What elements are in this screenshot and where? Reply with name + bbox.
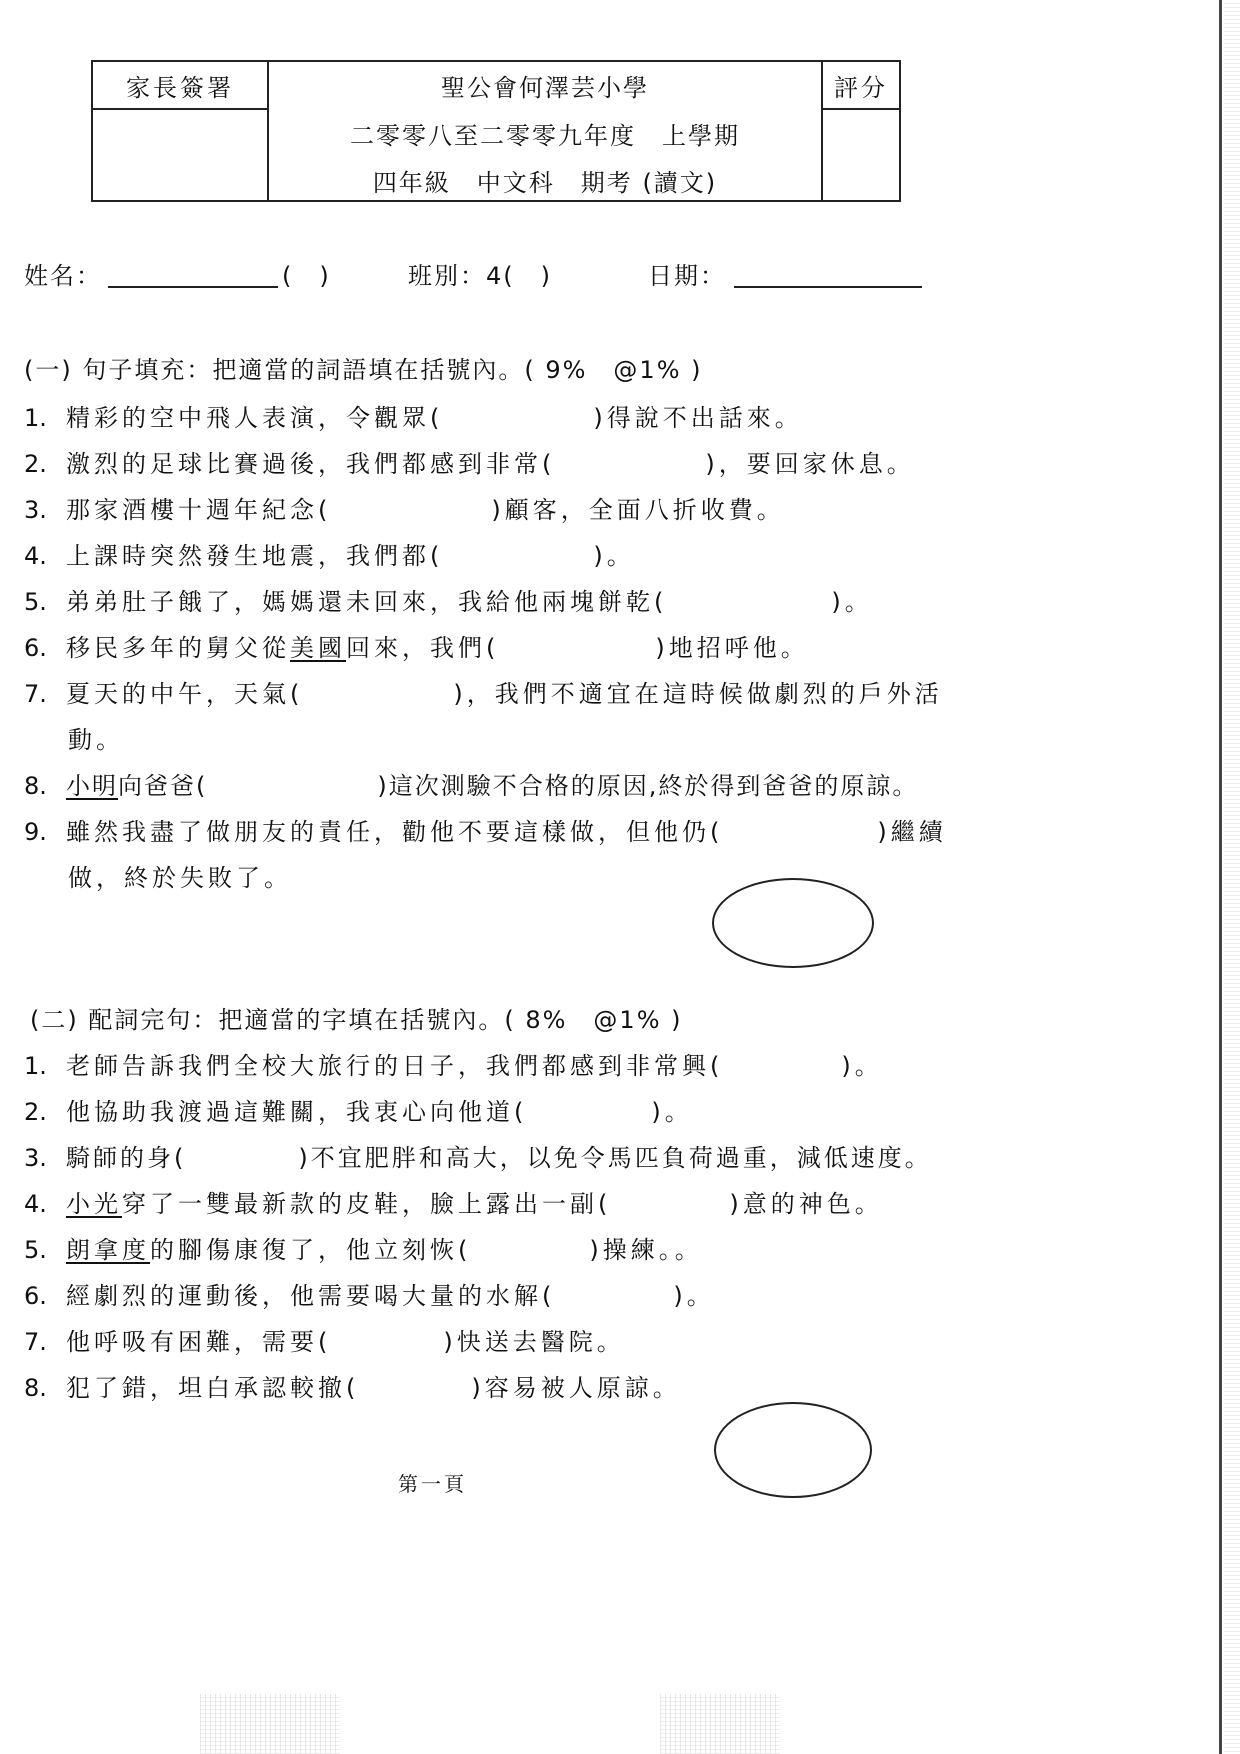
section-1-title: (一) 句子填充：把適當的詞語填在括號內。( 9% @1% )	[24, 356, 703, 384]
score-cell	[823, 62, 899, 200]
score-label: 評分	[834, 74, 888, 102]
class-number: ( )	[282, 262, 331, 290]
section-2-score-oval	[714, 1402, 872, 1498]
scan-edge-noise	[1224, 0, 1240, 1754]
scan-edge	[1219, 0, 1222, 1754]
header-table	[91, 60, 901, 202]
date-line[interactable]	[734, 286, 922, 288]
s1-question-5: 5. 弟弟肚子餓了，媽媽還未回來，我給他兩塊餅乾( )。	[24, 588, 873, 616]
parent-signature-cell	[93, 62, 269, 200]
date-label: 日期：	[648, 262, 726, 290]
s2-question-8: 8. 犯了錯，坦白承認較撤( )容易被人原諒。	[24, 1374, 681, 1402]
s2-question-6: 6. 經劇烈的運動後，他需要喝大量的水解( )。	[24, 1282, 715, 1310]
s1-question-7: 7. 夏天的中午，天氣( )，我們不適宜在這時候做劇烈的戶外活	[24, 680, 943, 708]
s1-question-3: 3. 那家酒樓十週年紀念( )顧客，全面八折收費。	[24, 496, 785, 524]
s2-question-2: 2. 他協助我渡過這難關，我衷心向他道( )。	[24, 1098, 693, 1126]
s1-question-7-continued: 動。	[68, 726, 124, 754]
name-label: 姓名：	[24, 262, 102, 290]
s2-question-7: 7. 他呼吸有困難，需要( )快送去醫院。	[24, 1328, 625, 1356]
s2-question-1: 1. 老師告訴我們全校大旅行的日子，我們都感到非常興( )。	[24, 1052, 883, 1080]
school-name: 聖公會何澤芸小學	[441, 74, 649, 102]
s2-question-5: 5. 朗拿度的腳傷康復了，他立刻恢( )操練。。	[24, 1236, 703, 1264]
exam-title: 四年級 中文科 期考 (讀文)	[372, 169, 718, 197]
s1-question-6: 6. 移民多年的舅父從美國回來，我們( )地招呼他。	[24, 634, 809, 662]
scan-noise	[200, 1694, 340, 1754]
section-2-title: (二) 配詞完句：把適當的字填在括號內。( 8% @1% )	[30, 1006, 683, 1034]
s2-question-4: 4. 小光穿了一雙最新款的皮鞋，臉上露出一副( )意的神色。	[24, 1190, 883, 1218]
s1-question-2: 2. 激烈的足球比賽過後，我們都感到非常( )，要回家休息。	[24, 450, 915, 478]
divider	[93, 108, 267, 110]
section-1-score-oval	[712, 878, 874, 968]
s2-question-3: 3. 騎師的身( )不宜肥胖和高大，以免令馬匹負荷過重，減低速度。	[24, 1144, 932, 1172]
s1-question-8: 8. 小明向爸爸( )這次測驗不合格的原因,終於得到爸爸的原諒。	[24, 772, 919, 800]
parent-signature-label: 家長簽署	[126, 74, 234, 102]
s1-question-9-continued: 做，終於失敗了。	[68, 864, 292, 892]
class-label: 班別：4( )	[408, 262, 552, 290]
s1-question-1: 1. 精彩的空中飛人表演，令觀眾( )得說不出話來。	[24, 404, 803, 432]
s1-question-9: 9. 雖然我盡了做朋友的責任，勸他不要這樣做，但他仍( )繼續	[24, 818, 947, 846]
scan-noise	[660, 1694, 780, 1754]
title-cell	[269, 62, 823, 200]
name-line[interactable]	[108, 286, 278, 288]
school-year: 二零零八至二零零九年度 上學期	[350, 122, 740, 150]
divider	[823, 108, 899, 110]
page-number: 第一頁	[398, 1472, 467, 1496]
s1-question-4: 4. 上課時突然發生地震，我們都( )。	[24, 542, 635, 570]
